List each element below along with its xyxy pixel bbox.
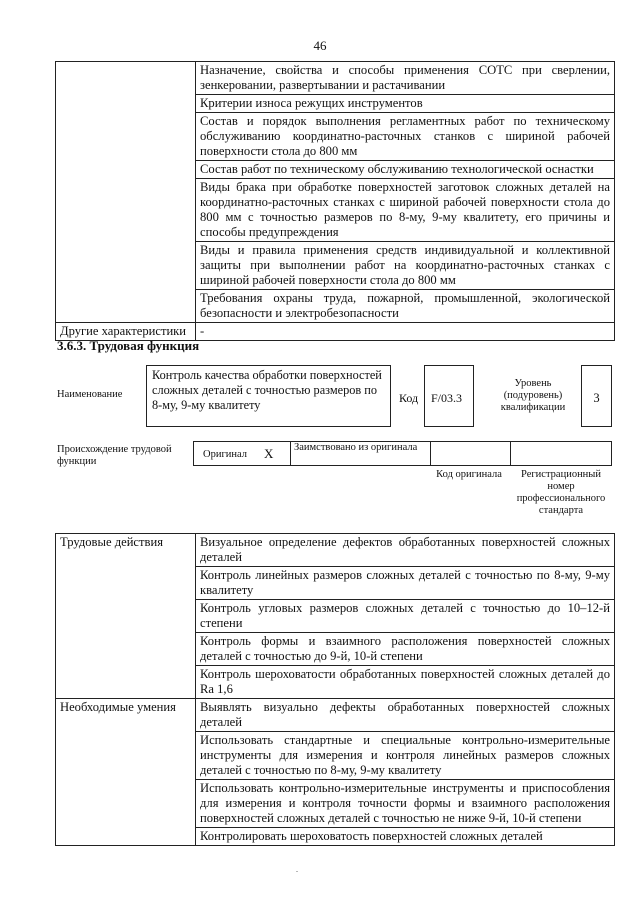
knowledge-item: Состав и порядок выполнения регламентных работ по техническому обслуживанию координатно-расточных станков с шириной рабочей поверхности стола до 800 мм — [196, 113, 615, 161]
other-characteristics-label: Другие характеристики — [56, 323, 196, 341]
function-name-box — [146, 365, 391, 427]
code-value: F/03.3 — [431, 391, 463, 405]
knowledge-item: Требования охраны труда, пожарной, промышленной, экологической безопасности и электробезопасности — [196, 290, 615, 323]
page-number: 46 — [313, 38, 327, 53]
knowledge-table — [55, 61, 615, 341]
knowledge-item: Назначение, свойства и способы применения СОТС при сверлении, зенкеровании, развертывании и растачивании — [196, 62, 615, 95]
origin-label: Происхождение трудовой функции — [57, 444, 172, 467]
origin-row — [193, 441, 612, 466]
actions-label: Трудовые действия — [56, 534, 196, 699]
original-label: Оригинал — [203, 449, 247, 460]
knowledge-label-cell — [56, 62, 196, 323]
action-item: Контроль шероховатости обработанных поверхностей сложных деталей до Ra 1,6 — [196, 666, 615, 699]
knowledge-item: Критерии износа режущих инструментов — [196, 95, 615, 113]
knowledge-item: Виды и правила применения средств индивидуальной и коллективной защиты при выполнении работ на координатно-расточных станках с шириной рабочей поверхности стола до 800 мм — [196, 242, 615, 290]
name-label: Наименование — [57, 389, 123, 400]
level-label: Уровень (подуровень) квалификации — [500, 378, 566, 413]
knowledge-item: Состав работ по техническому обслуживанию технологической оснастки — [196, 161, 615, 179]
original-cell — [194, 442, 291, 465]
action-item: Контроль линейных размеров сложных деталей с точностью по 8-му, 9-му квалитету — [196, 567, 615, 600]
level-value-box — [581, 365, 612, 427]
skill-item: Выявлять визуально дефекты обработанных поверхностей сложных деталей — [196, 699, 615, 732]
skill-item: Контролировать шероховатость поверхностей сложных деталей — [196, 828, 615, 846]
original-mark: X — [264, 446, 274, 461]
reg-number-cell — [510, 442, 611, 465]
action-item: Контроль угловых размеров сложных деталей с точностью до 10–12-й степени — [196, 600, 615, 633]
other-characteristics-value: - — [196, 323, 615, 341]
code-value-box — [424, 365, 474, 427]
code-label: Код — [399, 391, 419, 405]
work-table — [55, 533, 615, 846]
skills-label: Необходимые умения — [56, 699, 196, 846]
borrowed-label: Заимствовано из оригинала — [294, 442, 418, 453]
function-name-value: Контроль качества обработки поверхностей сложных деталей с точностью размеров по 8-му, 9-му квалитету — [152, 368, 382, 412]
skill-item: Использовать стандартные и специальные контрольно-измерительные инструменты для измерения и контроля линейных размеров сложных деталей с точностью по 8-му, 9-му квалитету — [196, 732, 615, 780]
borrowed-cell — [290, 442, 431, 465]
action-item: Визуальное определение дефектов обработанных поверхностей сложных деталей — [196, 534, 615, 567]
original-code-cell — [430, 442, 511, 465]
skill-item: Использовать контрольно-измерительные инструменты и приспособления для измерения и контроля точности формы и взаимного расположения поверхностей сложных деталей с точностью не ниже 9-й, 10-й степени — [196, 780, 615, 828]
code-original-caption: Код оригинала — [436, 469, 502, 480]
level-value: 3 — [593, 391, 600, 405]
footer-mark: . — [296, 865, 298, 874]
section-title: 3.6.3. Трудовая функция — [57, 338, 200, 353]
action-item: Контроль формы и взаимного расположения поверхностей сложных деталей с точностью до 9-й, 10-й степени — [196, 633, 615, 666]
knowledge-item: Виды брака при обработке поверхностей заготовок сложных деталей на координатно-расточных станках с шириной рабочей поверхности стола до 800 мм с точностью размеров по 8-му, 9-му квалитету, его причины и способы предупреждения — [196, 179, 615, 242]
reg-number-caption: Регистрационный номер профессионального стандарта — [516, 469, 606, 516]
